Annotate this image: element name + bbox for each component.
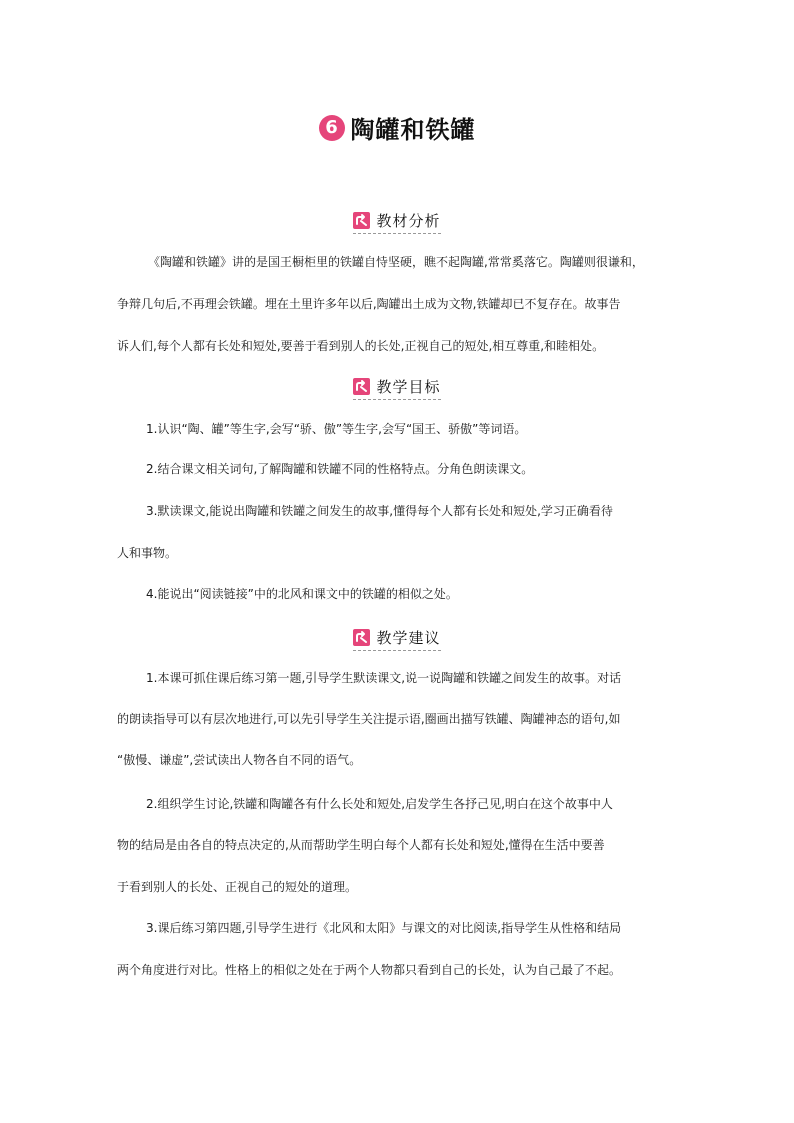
- list-item: 4.能说出“阅读链接”中的北风和课文中的铁罐的相似之处。: [146, 587, 458, 601]
- list-item: 2.组织学生讨论,铁罐和陶罐各有什么长处和短处,启发学生各抒己见,明白在这个故事中人: [146, 797, 613, 811]
- list-item: 3.默读课文,能说出陶罐和铁罐之间发生的故事,懂得每个人都有长处和短处,学习正确看待: [146, 504, 613, 518]
- bookmark-arrow-icon: [353, 629, 370, 646]
- list-item-continuation: 物的结局是由各自的特点决定的,从而帮助学生明白每个人都有长处和短处,懂得在生活中要善: [117, 838, 605, 852]
- list-item-continuation: 人和事物。: [117, 546, 178, 560]
- list-item-continuation: 的朗读指导可以有层次地进行,可以先引导学生关注提示语,圈画出描写铁罐、陶罐神态的语句,如: [117, 712, 621, 726]
- paragraph-line: 诉人们,每个人都有长处和短处,要善于看到别人的长处,正视自己的短处,相互尊重,和睦相处。: [117, 339, 605, 353]
- list-item: 2.结合课文相关词句,了解陶罐和铁罐不同的性格特点。分角色朗读课文。: [146, 462, 534, 476]
- section-heading-analysis: [0, 210, 794, 234]
- page-title: 陶罐和铁罐: [350, 116, 476, 144]
- lesson-title: [0, 110, 794, 145]
- list-item-continuation: “傲慢、谦虚”,尝试读出人物各自不同的语气。: [117, 753, 362, 767]
- section-heading-text: 教材分析: [376, 212, 441, 230]
- list-item: 1.本课可抓住课后练习第一题,引导学生默读课文,说一说陶罐和铁罐之间发生的故事。对话: [146, 671, 622, 685]
- paragraph-line: 《陶罐和铁罐》讲的是国王橱柜里的铁罐自恃坚硬，瞧不起陶罐,常常奚落它。陶罐则很谦和，: [148, 255, 644, 269]
- lesson-number-badge: 6: [319, 115, 345, 141]
- list-item-continuation: 于看到别人的长处、正视自己的短处的道理。: [117, 880, 358, 894]
- section-heading-goals: [0, 376, 794, 400]
- bookmark-arrow-icon: [353, 378, 370, 395]
- bookmark-arrow-icon: [353, 212, 370, 229]
- list-item: 1.认识“陶、罐”等生字,会写“骄、傲”等生字,会写“国王、骄傲”等词语。: [146, 422, 527, 436]
- section-heading-text: 教学建议: [376, 629, 441, 647]
- list-item: 3.课后练习第四题,引导学生进行《北风和太阳》与课文的对比阅读,指导学生从性格和结局: [146, 921, 622, 935]
- section-heading-text: 教学目标: [376, 378, 441, 396]
- paragraph-line: 争辩几句后,不再理会铁罐。埋在土里许多年以后,陶罐出土成为文物,铁罐却已不复存在。故事告: [117, 297, 621, 311]
- list-item-continuation: 两个角度进行对比。性格上的相似之处在于两个人物都只看到自己的长处，认为自己最了不起。: [117, 963, 622, 977]
- section-heading-suggestions: [0, 627, 794, 651]
